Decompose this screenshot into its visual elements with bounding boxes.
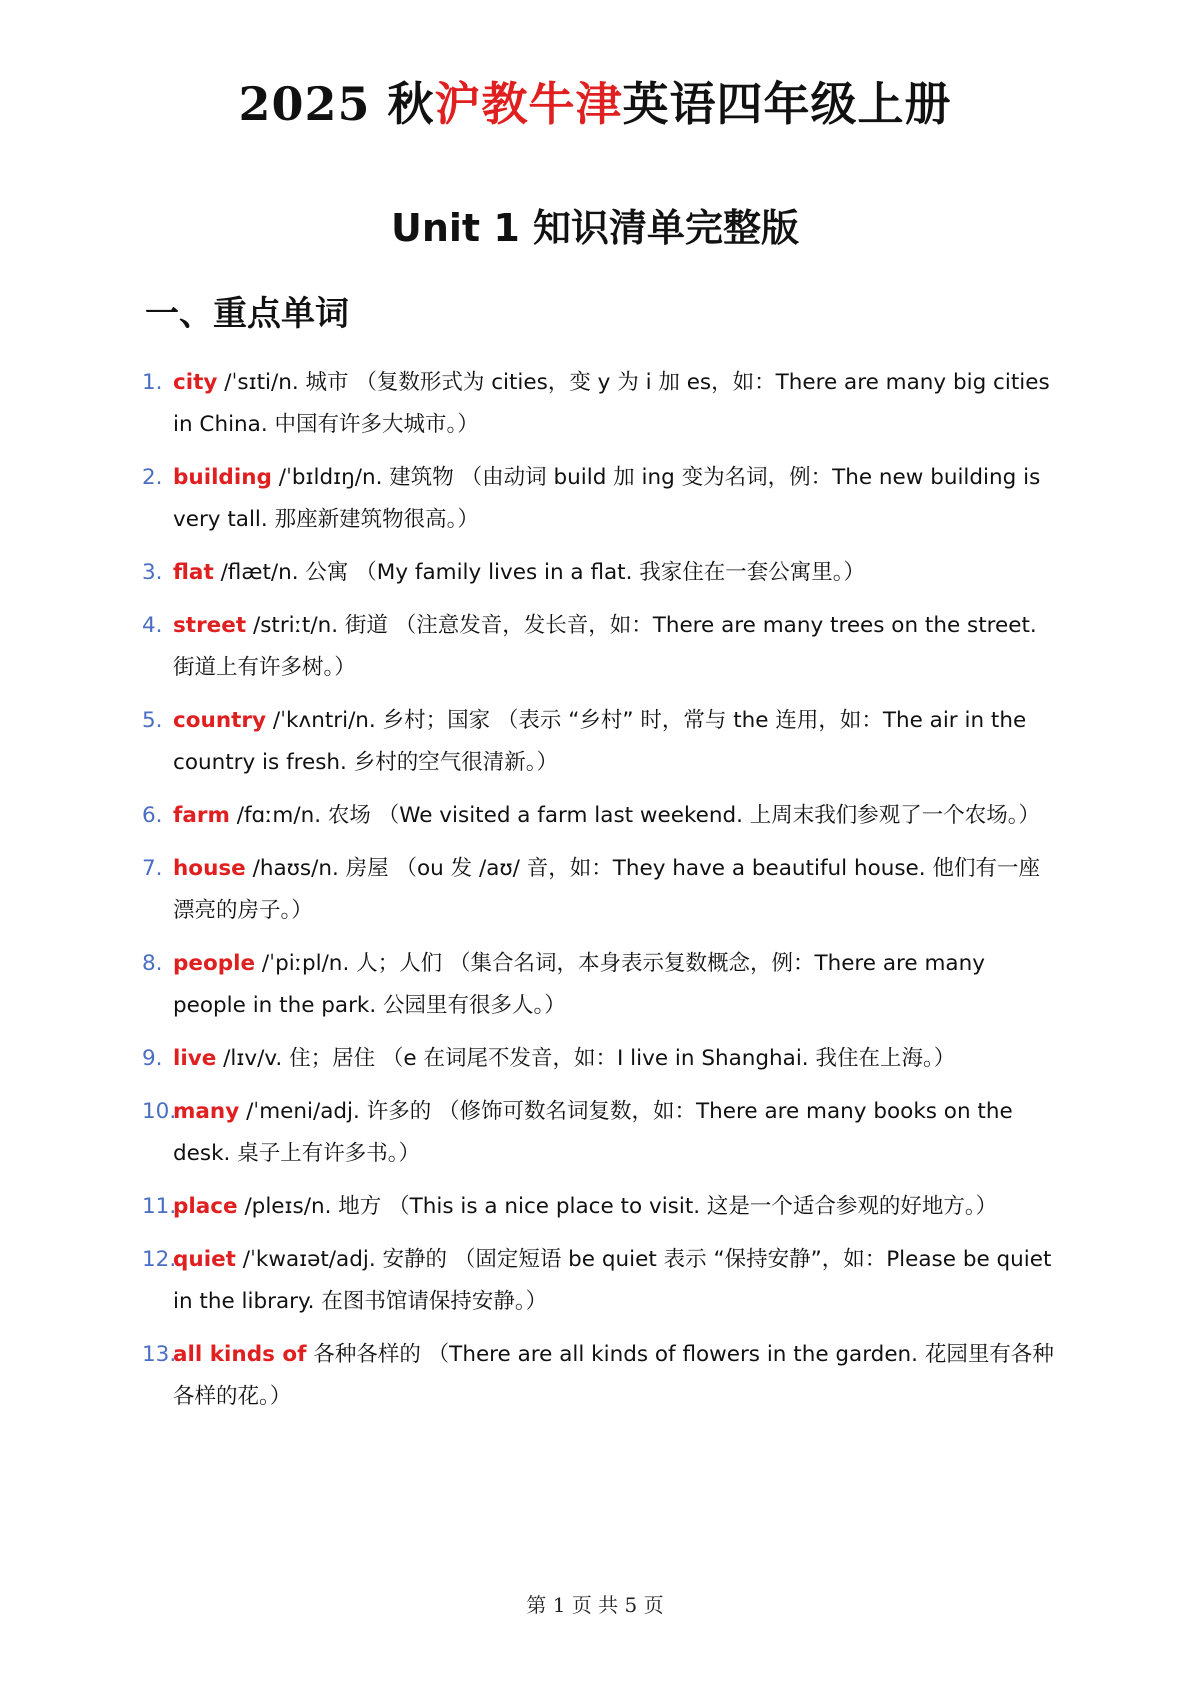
vocab-definition: /pleɪs/n. 地方 （This is a nice place to visit. 这是一个适合参观的好地方。） [237,1194,998,1219]
title-subject-grade: 英语四年级上册 [622,77,952,131]
title-publisher: 沪教牛津 [434,77,623,131]
vocab-definition: /ˈkwaɪət/adj. 安静的 （固定短语 be quiet 表示 “保持安静”，如：Please be quiet in the library. 在图书馆请保持安静。） [173,1247,1052,1314]
vocab-number: 1. [142,370,163,395]
vocab-word: all kinds of [173,1342,307,1367]
vocab-item [142,605,1057,689]
vocab-item [142,848,1057,932]
vocab-item [142,457,1057,541]
vocab-item [142,362,1057,446]
vocab-number: 5. [142,708,163,733]
vocab-definition: /haʊs/n. 房屋 （ou 发 /aʊ/ 音，如：They have a beautiful house. 他们有一座漂亮的房子。） [173,856,1040,923]
vocab-word: country [173,708,267,733]
vocab-word: flat [173,560,214,585]
vocab-item [142,700,1057,784]
vocab-item [142,1038,1057,1080]
vocab-definition: /ˈmeni/adj. 许多的 （修饰可数名词复数，如：There are many books on the desk. 桌子上有许多书。） [173,1099,1013,1166]
vocab-item [142,1091,1057,1175]
vocab-definition: /ˈpiːpl/n. 人；人们 （集合名词，本身表示复数概念，例：There are many people in the park. 公园里有很多人。） [173,951,985,1018]
vocab-word: people [173,951,256,976]
vocab-number: 13. [142,1342,177,1367]
vocab-word: farm [173,803,230,828]
vocab-item [142,795,1057,837]
vocab-item [142,943,1057,1027]
vocab-definition: /ˈbɪldɪŋ/n. 建筑物 （由动词 build 加 ing 变为名词，例：The new building is very tall. 那座新建筑物很高。） [173,465,1041,532]
vocab-number: 4. [142,613,163,638]
vocab-number: 3. [142,560,163,585]
vocab-word: city [173,370,218,395]
vocab-definition: /ˈkʌntri/n. 乡村；国家 （表示 “乡村” 时，常与 the 连用，如：The air in the country is fresh. 乡村的空气很清新。） [173,708,1027,775]
vocab-definition: /lɪv/v. 住；居住 （e 在词尾不发音，如：I live in Shanghai. 我住在上海。） [216,1046,956,1071]
vocab-item [142,552,1057,594]
vocab-word: building [173,465,272,490]
vocab-definition: /flæt/n. 公寓 （My family lives in a flat. 我家住在一套公寓里。） [213,560,866,585]
page-number-footer: 第 1 页 共 5 页 [526,1593,664,1617]
vocab-number: 6. [142,803,163,828]
vocab-word: house [173,856,246,881]
vocab-item [142,1239,1057,1323]
vocab-item [142,1186,1057,1228]
vocab-number: 11. [142,1194,177,1219]
vocab-definition: /striːt/n. 街道 （注意发音，发长音，如：There are many trees on the street. 街道上有许多树。） [173,613,1037,680]
vocab-definition: /fɑːm/n. 农场 （We visited a farm last weekend. 上周末我们参观了一个农场。） [229,803,1041,828]
vocab-list [142,362,1057,1429]
vocab-word: street [173,613,247,638]
section-heading: 一、重点单词 [145,294,349,334]
vocab-number: 10. [142,1099,177,1124]
vocab-number: 12. [142,1247,177,1272]
vocab-number: 7. [142,856,163,881]
vocab-definition: /ˈsɪti/n. 城市 （复数形式为 cities，变 y 为 i 加 es，如：There are many big cities in China. 中国有许多大城市。） [173,370,1050,437]
vocab-word: live [173,1046,217,1071]
vocab-item [142,1334,1057,1418]
vocab-word: many [173,1099,240,1124]
vocab-definition: 各种各样的 （There are all kinds of flowers in the garden. 花园里有各种各样的花。） [173,1342,1054,1409]
vocab-number: 9. [142,1046,163,1071]
vocab-word: quiet [173,1247,236,1272]
document-title [0,72,1190,136]
vocab-number: 2. [142,465,163,490]
unit-title: Unit 1 知识清单完整版 [391,206,799,250]
title-year-season: 2025 秋 [238,77,435,131]
vocab-word: place [173,1194,238,1219]
vocab-number: 8. [142,951,163,976]
